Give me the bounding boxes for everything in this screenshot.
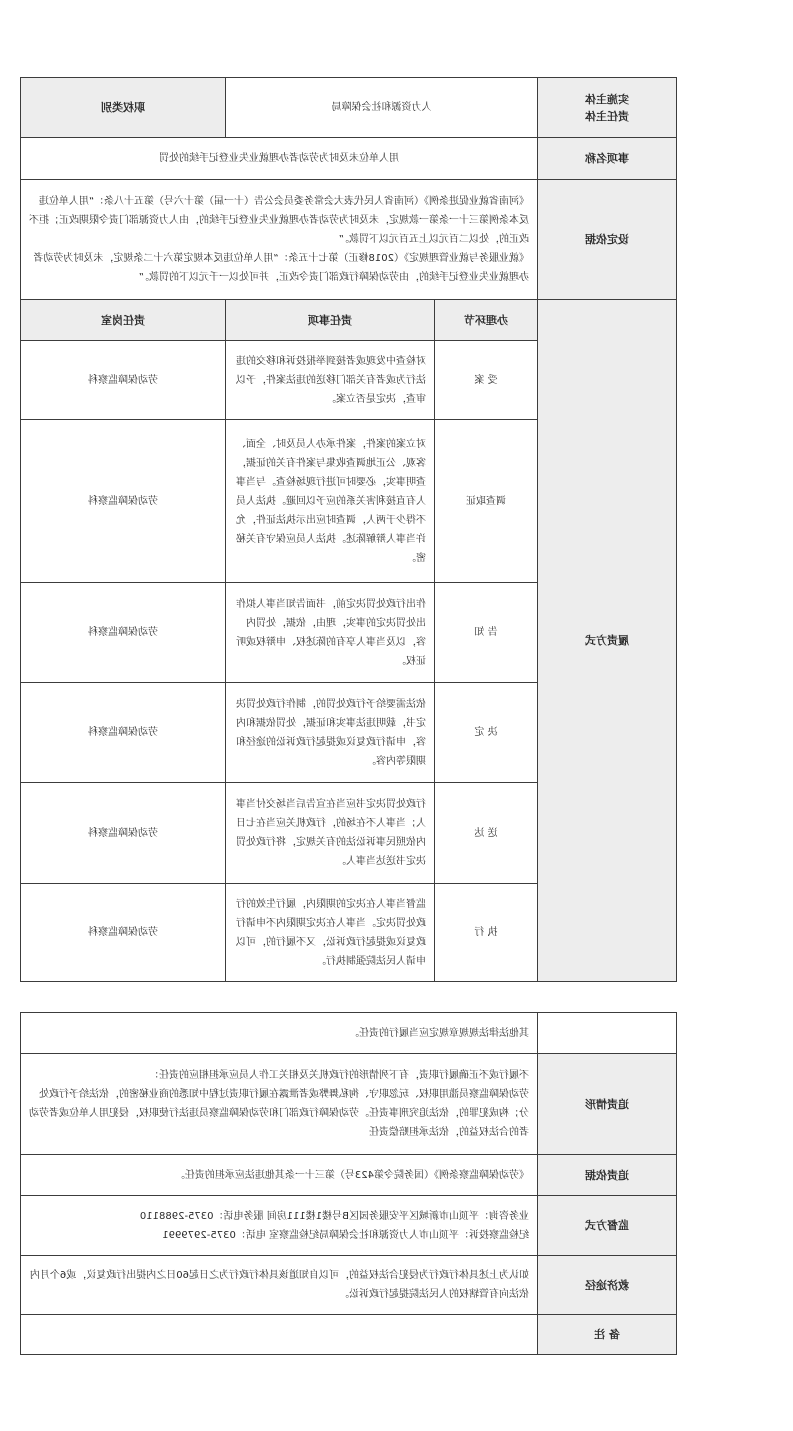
duties-label: 履责方式 xyxy=(538,300,677,982)
duty-matter: 行政处罚决定书应当在宣告后当场交付当事人；当事人不在场的，行政机关应当在七日内依照民事诉讼法的有关规定，将行政处罚决定书送达当事人。 xyxy=(226,783,435,884)
other-row xyxy=(21,1013,677,1054)
accountability-label: 追责情形 xyxy=(538,1054,677,1155)
supervision-text: 业务咨询：平顶山市新城区平安服务园区B号楼1楼111房间 服务电话：0375-2988110 纪检监察投诉：平顶山市人力资源和社会保障局纪检监察室 电话：0375-2979991 xyxy=(21,1196,538,1256)
duty-matter: 对立案的案件，案件承办人员及时、全面、客观、公正地调查收集与案件有关的证据，查明事实，必要时可进行现场检查。与当事人有直接利害关系的应予以回避。执法人员不得少于两人，调查时应出示执法证件，允许当事人辩解陈述。执法人员应保守有关秘密。 xyxy=(226,420,435,583)
other-text: 其他法律法规规章规定应当履行的责任。 xyxy=(21,1013,538,1054)
duty-step: 调查取证 xyxy=(435,420,538,583)
duty-post: 劳动保障监察科 xyxy=(21,683,226,783)
accountability-basis-text: 《劳动保障监察条例》（国务院令第423号）第三十一条其他违法应承担的责任。 xyxy=(21,1155,538,1196)
duty-post: 劳动保障监察科 xyxy=(21,420,226,583)
accountability-table xyxy=(20,1012,677,1355)
remedy-text: 如认为上述具体行政行为侵犯合法权益的，可以自知道该具体行政行为之日起60日之内提出行政复议，或6个月内依法向有管辖权的人民法院提起行政诉讼。 xyxy=(21,1256,538,1315)
duty-matter: 对检查中发现或者接到举报投诉和移交的违法行为或者有关部门移送的违法案件，予以审查，决定是否立案。 xyxy=(226,341,435,420)
duty-table xyxy=(20,77,677,982)
duty-header-row xyxy=(21,300,677,341)
accountability-row xyxy=(21,1054,677,1155)
post-header: 责任岗室 xyxy=(21,300,226,341)
accountability-basis-label: 追责依据 xyxy=(538,1155,677,1196)
duty-step: 执 行 xyxy=(435,884,538,982)
duty-post: 劳动保障监察科 xyxy=(21,783,226,884)
remarks-text xyxy=(21,1315,538,1355)
supervision-row xyxy=(21,1196,677,1256)
duty-step: 决 定 xyxy=(435,683,538,783)
remedy-label: 救济途径 xyxy=(538,1256,677,1315)
matter-header: 责任事项 xyxy=(226,300,435,341)
duty-matter: 依法需要给予行政处罚的，制作行政处罚决定书，载明违法事实和证据，处罚依据和内容，申请行政复议或提起行政诉讼的途径和期限等内容。 xyxy=(226,683,435,783)
supervision-label: 监督方式 xyxy=(538,1196,677,1256)
other-label xyxy=(538,1013,677,1054)
remarks-row xyxy=(21,1315,677,1355)
basis-text: 《河南省就业促进条例》（河南省人民代表大会常务委员会公告（十一届）第十六号）第五十八条：“用人单位违反本条例第三十一条第一款规定，未及时为劳动者办理就业失业登记手续的，由人力资源部门责令限期改正；拒不改正的，处以二百元以上五百元以下罚款。” 《就业服务与就业管理规定》（2018修正）第七十五条：“用人单位违反本规定第六十二条规定，未及时为劳动者办理就业失业登记手续的，由劳动保障行政部门责令改正，并可处以一千元以下的罚款。” xyxy=(21,180,538,300)
duty-step: 告 知 xyxy=(435,583,538,683)
item-row xyxy=(21,138,677,180)
item-label: 事项名称 xyxy=(538,138,677,180)
duty-post: 劳动保障监察科 xyxy=(21,583,226,683)
item-value: 用人单位未及时为劳动者办理就业失业登记手续的处罚 xyxy=(21,138,538,180)
basis-label: 设定依据 xyxy=(538,180,677,300)
duty-matter: 作出行政处罚决定前，书面告知当事人拟作出处罚决定的事实，理由，依据，处罚内容，以及当事人享有的陈述权、申辩权或听证权。 xyxy=(226,583,435,683)
duty-step: 送 达 xyxy=(435,783,538,884)
step-header: 办理环节 xyxy=(435,300,538,341)
accountability-text: 不履行或不正确履行职责，有下列情形的行政机关及相关工作人员应承担相应的责任： 劳动保障监察员滥用职权、玩忽职守、徇私舞弊或者泄露在履行职责过程中知悉的商业秘密的，依法给予行政处分；构成犯罪的，依法追究刑事责任。劳动保障行政部门和劳动保障监察员违法行使职权，侵犯用人单位或者劳动者的合法权益的，依法承担赔偿责任 xyxy=(21,1054,538,1155)
duty-matter: 监督当事人在决定的期限内，履行生效的行政处罚决定。当事人在决定期限内不申请行政复议或提起行政诉讼，又不履行的，可以申请人民法院强制执行。 xyxy=(226,884,435,982)
subject-label: 实施主体 责任主体 xyxy=(538,78,677,138)
remarks-label: 备 注 xyxy=(538,1315,677,1355)
duty-post: 劳动保障监察科 xyxy=(21,341,226,420)
accountability-basis-row xyxy=(21,1155,677,1196)
subject-value: 人力资源和社会保障局 xyxy=(226,78,538,138)
duty-step: 受 案 xyxy=(435,341,538,420)
basis-row xyxy=(21,180,677,300)
duty-post: 劳动保障监察科 xyxy=(21,884,226,982)
remedy-row xyxy=(21,1256,677,1315)
category-label: 职权类别 xyxy=(21,78,226,138)
subject-row xyxy=(21,78,677,138)
